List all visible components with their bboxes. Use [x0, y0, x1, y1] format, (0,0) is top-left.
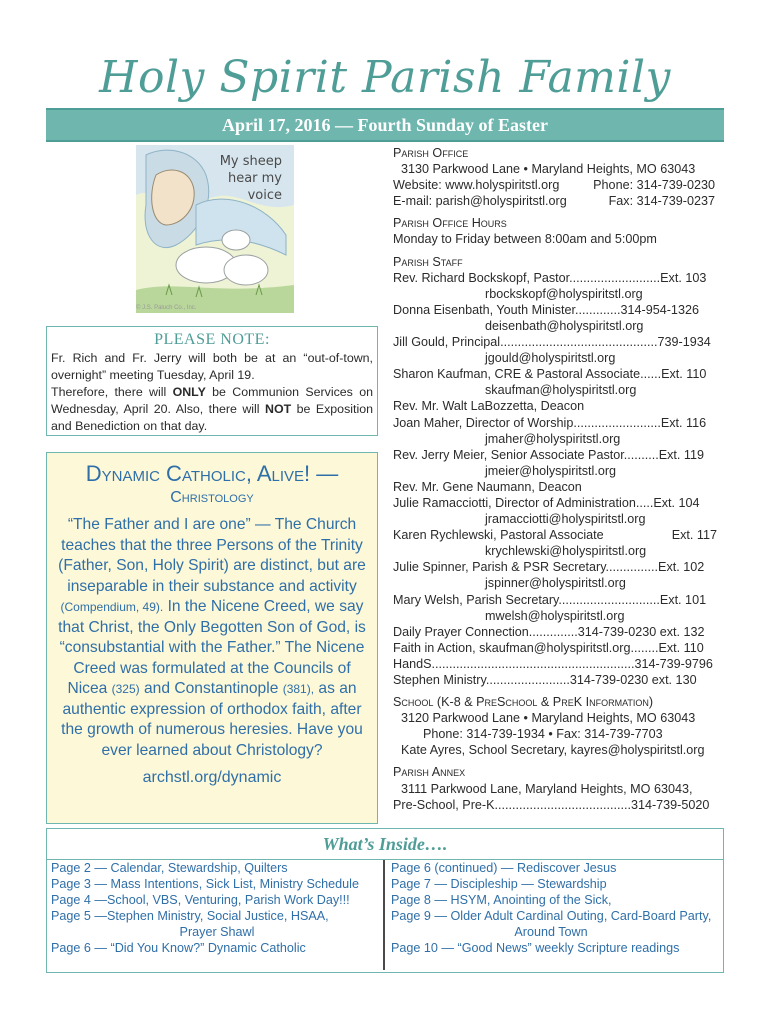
- staff-line: Karen Rychlewski, Pastoral Associate: [393, 528, 604, 543]
- annex-address: 3111 Parkwood Lane, Maryland Heights, MO 63043,: [401, 781, 693, 796]
- dynamic-catholic-box: [46, 452, 378, 824]
- svg-text:voice: voice: [247, 188, 282, 203]
- toc-item[interactable]: Page 6 — “Did You Know?” Dynamic Catholic: [51, 941, 306, 955]
- staff-email[interactable]: skaufman@holyspiritstl.org: [485, 383, 637, 398]
- school-address: 3120 Parkwood Lane • Maryland Heights, MO 63043: [401, 711, 696, 726]
- please-note-p2: Therefore, there will ONLY be Communion Services on Wednesday, April 20. Also, there will NOT be Exposition and Benediction on that day.: [51, 385, 373, 433]
- staff-line: Julie Ramacciotti, Director of Administration.....Ext. 104: [393, 495, 700, 510]
- staff-email[interactable]: jspinner@holyspiritstl.org: [485, 576, 626, 591]
- whats-inside-left: [51, 860, 385, 970]
- parish-website[interactable]: Website: www.holyspiritstl.org: [393, 178, 560, 193]
- dynamic-subheading: Christology: [170, 489, 254, 506]
- art-copyright: © J.S. Paluch Co., Inc.: [136, 305, 197, 311]
- toc-item[interactable]: Page 10 — “Good News” weekly Scripture readings: [391, 941, 680, 955]
- staff-line: Donna Eisenbath, Youth Minister.............314-954-1326: [393, 302, 699, 317]
- staff-line: Mary Welsh, Parish Secretary.............................Ext. 101: [393, 592, 707, 607]
- staff-line: Rev. Richard Bockskopf, Pastor..........................Ext. 103: [393, 270, 707, 285]
- toc-item[interactable]: Page 9 — Older Adult Cardinal Outing, Card-Board Party,: [391, 909, 712, 923]
- svg-text:hear my: hear my: [227, 171, 282, 186]
- please-note-p1: Fr. Rich and Fr. Jerry will both be at an “out-of-town, overnight” meeting Tuesday, April 19.: [51, 351, 373, 382]
- staff-line: Daily Prayer Connection..............314-739-0230 ext. 132: [393, 624, 705, 639]
- staff-email[interactable]: deisenbath@holyspiritstl.org: [485, 318, 644, 333]
- date-banner: April 17, 2016 — Fourth Sunday of Easter: [46, 108, 724, 142]
- staff-email[interactable]: krychlewski@holyspiritstl.org: [485, 544, 647, 559]
- parish-email[interactable]: E-mail: parish@holyspiritstl.org: [393, 194, 567, 209]
- svg-text:My sheep: My sheep: [219, 154, 282, 169]
- toc-item[interactable]: Page 7 — Discipleship — Stewardship: [391, 877, 607, 891]
- staff-line: Sharon Kaufman, CRE & Pastoral Associate......Ext. 110: [393, 367, 707, 382]
- staff-email[interactable]: mwelsh@holyspiritstl.org: [485, 608, 625, 623]
- parish-phone: Phone: 314-739-0230: [593, 178, 715, 193]
- please-note-box: [46, 326, 378, 436]
- whats-inside-right: [391, 860, 711, 970]
- toc-item[interactable]: Page 8 — HSYM, Anointing of the Sick,: [391, 893, 612, 907]
- toc-item[interactable]: Page 4 —School, VBS, Venturing, Parish Work Day!!!: [51, 893, 350, 907]
- staff-email[interactable]: jmaher@holyspiritstl.org: [485, 431, 621, 446]
- toc-item-continued[interactable]: Around Town: [514, 925, 588, 939]
- staff-ext: Ext. 117: [671, 528, 717, 543]
- office-hours-heading: Parish Office Hours: [393, 216, 507, 231]
- good-shepherd-illustration: [136, 145, 294, 313]
- staff-line: Rev. Mr. Gene Naumann, Deacon: [393, 479, 582, 494]
- toc-item[interactable]: Page 5 —Stephen Ministry, Social Justice, HSAA,: [51, 909, 329, 923]
- dynamic-heading: Dynamic Catholic, Alive! —: [85, 461, 339, 486]
- page-title: Holy Spirit Parish Family: [99, 52, 671, 103]
- dynamic-link[interactable]: archstl.org/dynamic: [142, 769, 282, 786]
- school-secretary: Kate Ayres, School Secretary, kayres@holyspiritstl.org: [401, 743, 705, 758]
- toc-item[interactable]: Page 6 (continued) — Rediscover Jesus: [391, 861, 617, 875]
- staff-line: Stephen Ministry........................314-739-0230 ext. 130: [393, 673, 697, 687]
- office-hours-text: Monday to Friday between 8:00am and 5:00pm: [393, 232, 657, 247]
- staff-line: HandS..........................................................314-739-9796: [393, 656, 713, 671]
- staff-line: Julie Spinner, Parish & PSR Secretary...............Ext. 102: [393, 560, 705, 575]
- staff-line: Joan Maher, Director of Worship.........................Ext. 116: [393, 415, 707, 430]
- please-note-heading: PLEASE NOTE:: [154, 331, 270, 348]
- staff-email[interactable]: jmeier@holyspiritstl.org: [485, 463, 617, 478]
- whats-inside-box: [46, 828, 724, 973]
- parish-office-address: 3130 Parkwood Lane • Maryland Heights, MO 63043: [401, 162, 696, 177]
- toc-item[interactable]: Page 2 — Calendar, Stewardship, Quilters: [51, 861, 288, 875]
- parish-fax: Fax: 314-739-0237: [608, 194, 715, 209]
- school-phone: Phone: 314-739-1934 • Fax: 314-739-7703: [423, 727, 663, 742]
- staff-line: Rev. Mr. Walt LaBozzetta, Deacon: [393, 399, 585, 414]
- staff-line: Rev. Jerry Meier, Senior Associate Pastor..........Ext. 119: [393, 447, 705, 462]
- school-heading: School (K-8 & PreSchool & PreK Information): [393, 695, 654, 710]
- staff-email[interactable]: jgould@holyspiritstl.org: [485, 351, 616, 366]
- staff-email[interactable]: rbockskopf@holyspiritstl.org: [485, 286, 643, 301]
- annex-heading: Parish Annex: [393, 765, 466, 780]
- parish-office-heading: Parish Office: [393, 146, 469, 160]
- toc-item[interactable]: Page 3 — Mass Intentions, Sick List, Ministry Schedule: [51, 877, 359, 891]
- staff-line: Faith in Action, skaufman@holyspiritstl.org........Ext. 110: [393, 640, 704, 655]
- parish-info-column: [393, 145, 723, 813]
- whats-inside-heading: What’s Inside….: [47, 829, 723, 860]
- dynamic-text: “The Father and I are one” — The Church teaches that the three Persons of the Trinity (Father, Son, Holy Spirit) are distinct, but are inseparable in their substance and activity (Compendium, 49). In the Nicene Creed, we say that Christ, the Only Begotten Son of God, is “consubstantial with the Father.” The Nicene Creed was formulated at the Councils of Nicea (325) and Constantinople (381), as an authentic expression of orthodox faith, after the growth of numerous heresies. Have you ever learned about Christology?: [58, 516, 366, 759]
- parish-staff-heading: Parish Staff: [393, 254, 463, 269]
- staff-line: Jill Gould, Principal.............................................739-1934: [393, 335, 711, 350]
- annex-preschool: Pre-School, Pre-K.......................................314-739-5020: [393, 797, 710, 812]
- toc-item-continued[interactable]: Prayer Shawl: [179, 925, 255, 939]
- staff-email[interactable]: jramacciotti@holyspiritstl.org: [485, 512, 646, 527]
